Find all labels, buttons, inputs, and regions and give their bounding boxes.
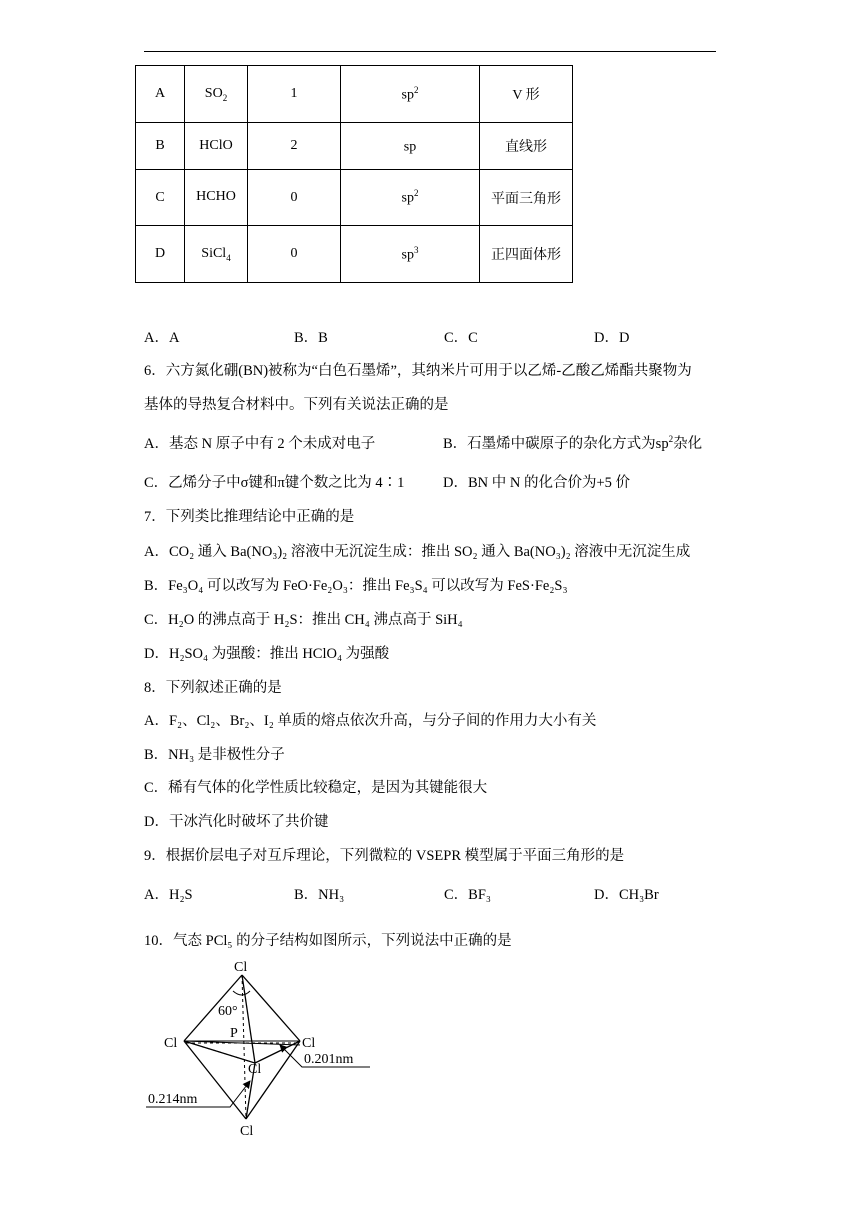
bond-length-0214: 0.214nm bbox=[148, 1092, 198, 1107]
shape-cell-text: V 形 bbox=[512, 88, 540, 103]
q8-stem: 8．下列叙述正确的是 bbox=[144, 680, 282, 696]
q8-choice-d: D．干冰汽化时破坏了共价键 bbox=[144, 814, 329, 830]
q9-choice-a: A．H₂S bbox=[144, 887, 193, 903]
q8-choice-b: B．NH₃ 是非极性分子 bbox=[144, 747, 285, 763]
option-cell bbox=[136, 226, 185, 283]
pcl5-structure-figure bbox=[130, 955, 380, 1140]
lone-pair-cell-text: 2 bbox=[290, 138, 298, 153]
q5-choice-a: A．A bbox=[144, 330, 180, 346]
formula-cell bbox=[185, 66, 248, 123]
q9-stem: 9．根据价层电子对互斥理论，下列微粒的 VSEPR 模型属于平面三角形的是 bbox=[144, 848, 625, 864]
hybridization-cell bbox=[341, 226, 480, 283]
q5-choice-b: B．B bbox=[294, 330, 328, 346]
shape-cell bbox=[480, 226, 573, 283]
formula-cell-text: HClO bbox=[199, 137, 233, 153]
shape-cell-text: 直线形 bbox=[505, 140, 547, 155]
hybridization-cell-sup: 2 bbox=[413, 84, 419, 95]
shape-cell bbox=[480, 123, 573, 170]
formula-cell-text: HCHO bbox=[196, 189, 236, 205]
atom-cl-front: Cl bbox=[248, 1062, 262, 1077]
q9-choice-c: C．BF₃ bbox=[444, 887, 491, 903]
shape-cell-text: 正四面体形 bbox=[491, 248, 561, 263]
q6-choice-b-sp: sp bbox=[655, 436, 669, 452]
lone-pair-cell-text: 0 bbox=[290, 189, 298, 205]
lone-pair-cell bbox=[248, 123, 341, 170]
hybridization-cell bbox=[341, 123, 480, 170]
options-table bbox=[135, 65, 573, 283]
formula-cell-sub: 2 bbox=[222, 92, 228, 103]
option-cell-text: D bbox=[154, 246, 166, 261]
formula-cell-text: SO bbox=[204, 85, 223, 101]
table-row bbox=[136, 226, 573, 283]
formula-cell-text: SiCl bbox=[201, 245, 227, 261]
atom-cl-bottom: Cl bbox=[240, 1124, 254, 1139]
shape-cell bbox=[480, 170, 573, 226]
lone-pair-cell-text: 0 bbox=[290, 246, 298, 261]
hybridization-cell bbox=[341, 66, 480, 123]
lone-pair-cell bbox=[248, 66, 341, 123]
q6-stem-line1: 6．六方氮化硼(BN)被称为“白色石墨烯”，其纳米片可用于以乙烯-乙酸乙烯酯共聚物为 bbox=[144, 363, 692, 379]
lone-pair-cell bbox=[248, 170, 341, 226]
option-cell bbox=[136, 123, 185, 170]
q6-choice-b bbox=[443, 432, 702, 453]
hybridization-cell-sup: 2 bbox=[413, 188, 419, 199]
hybridization-cell-text: sp bbox=[401, 247, 414, 263]
q9-choice-b: B．NH₃ bbox=[294, 887, 345, 903]
atom-cl-right: Cl bbox=[302, 1036, 316, 1051]
q7-choice-d: D．H₂SO₄ 为强酸：推出 HClO₄ 为强酸 bbox=[144, 646, 390, 662]
option-cell-text: A bbox=[154, 86, 166, 101]
q6-choice-c: C．乙烯分子中σ键和π键个数之比为 4∶1 bbox=[144, 475, 405, 491]
hybridization-cell-sup: 3 bbox=[413, 244, 419, 255]
q6-choice-b-text: B．石墨烯中碳原子的杂化方式为 bbox=[443, 436, 656, 452]
atom-cl-left: Cl bbox=[164, 1036, 178, 1051]
q7-stem: 7．下列类比推理结论中正确的是 bbox=[144, 509, 355, 525]
q10-stem: 10．气态 PCl₅ 的分子结构如图所示，下列说法中正确的是 bbox=[144, 933, 512, 949]
atom-p: P bbox=[230, 1026, 238, 1041]
hybridization-cell-text: sp bbox=[403, 139, 417, 155]
hybridization-cell-text: sp bbox=[401, 190, 414, 206]
q7-choice-a: A．CO₂ 通入 Ba(NO₃)₂ 溶液中无沉淀生成：推出 SO₂ 通入 Ba(NO₃)₂ 溶液中无沉淀生成 bbox=[144, 544, 691, 560]
option-cell bbox=[136, 66, 185, 123]
q5-choice-c: C．C bbox=[444, 330, 478, 346]
q8-choice-c: C．稀有气体的化学性质比较稳定，是因为其键能很大 bbox=[144, 780, 488, 796]
q6-choice-a: A．基态 N 原子中有 2 个未成对电子 bbox=[144, 436, 376, 452]
formula-cell bbox=[185, 170, 248, 226]
q5-choice-d: D．D bbox=[594, 330, 630, 346]
table-row bbox=[136, 123, 573, 170]
option-cell-text: B bbox=[155, 138, 165, 153]
lone-pair-cell bbox=[248, 226, 341, 283]
lone-pair-cell-text: 1 bbox=[290, 86, 298, 101]
shape-cell-text: 平面三角形 bbox=[491, 191, 561, 207]
q6-stem-line2: 基体的导热复合材料中。下列有关说法正确的是 bbox=[144, 397, 449, 413]
table-row bbox=[136, 66, 573, 123]
q8-choice-a: A．F₂、Cl₂、Br₂、I₂ 单质的熔点依次升高，与分子间的作用力大小有关 bbox=[144, 713, 597, 729]
atom-cl-top: Cl bbox=[234, 960, 248, 975]
formula-cell-sub: 4 bbox=[226, 252, 231, 263]
q9-choice-d: D．CH₃Br bbox=[594, 887, 659, 903]
q7-choice-b: B．Fe₃O₄ 可以改写为 FeO·Fe₂O₃：推出 Fe₃S₄ 可以改写为 FeS·Fe₂S₃ bbox=[144, 578, 568, 594]
hybridization-cell bbox=[341, 170, 480, 226]
formula-cell bbox=[185, 226, 248, 283]
q6-choice-d: D．BN 中 N 的化合价为+5 价 bbox=[443, 475, 631, 491]
option-cell-text: C bbox=[155, 189, 165, 205]
q6-choice-b-sup: 2 bbox=[668, 434, 674, 445]
shape-cell bbox=[480, 66, 573, 123]
table-row bbox=[136, 170, 573, 226]
hybridization-cell-text: sp bbox=[401, 87, 414, 103]
angle-arc bbox=[233, 991, 250, 995]
formula-cell bbox=[185, 123, 248, 170]
q6-choice-b-post: 杂化 bbox=[673, 436, 703, 452]
option-cell bbox=[136, 170, 185, 226]
bond-length-0201: 0.201nm bbox=[304, 1052, 354, 1067]
angle-label: 60° bbox=[218, 1004, 238, 1019]
q7-choice-c: C．H₂O 的沸点高于 H₂S：推出 CH₄ 沸点高于 SiH₄ bbox=[144, 612, 463, 628]
header-rule bbox=[144, 51, 716, 52]
